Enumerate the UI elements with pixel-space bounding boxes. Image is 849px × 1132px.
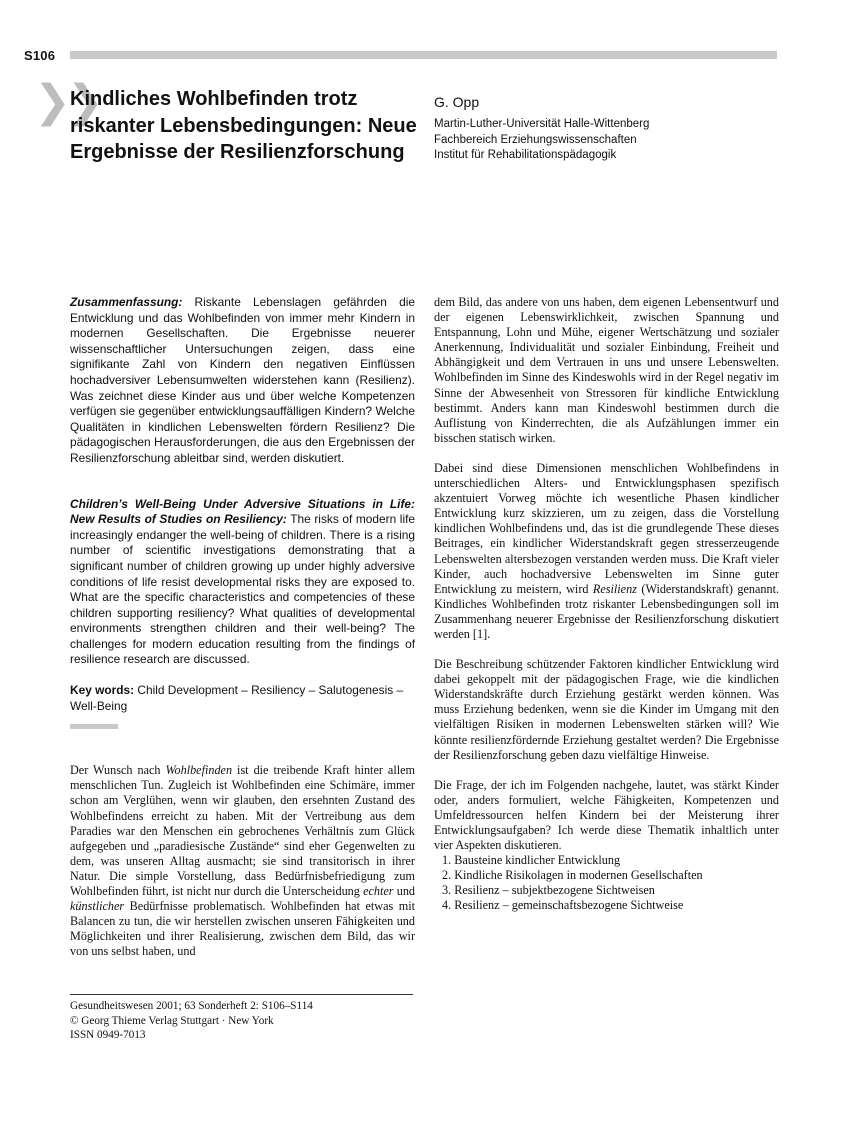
body-text: Der Wunsch nach — [70, 763, 166, 778]
aspect-list — [434, 853, 779, 913]
body-paragraph: dem Bild, das andere von uns haben, dem eigenen Lebensentwurf und der eigenen Lebenswirklichkeit, zwischen Spannung und Entspannung, Lohn und Mühe, eigener Wertschätzung und sozialer Anerkennung, Individualität und sozialer Einbindung, Freiheit und Abhängigkeit und dem Vertrauen in uns und unsere Lebenswelten. Wohlbefinden im Sinne des Kindeswohls wird in der Regel negativ im Sinne der Abwesenheit von Stressoren für kindliche Entwicklung bestimmt. Anders kann man Kindeswohl bestimmen durch die Auflistung von Kinderrechten, die als Aufzählungen immer ein bisschen statisch wirken. — [434, 295, 779, 445]
title-line: Kindliches Wohlbefinden trotz — [70, 88, 358, 110]
abstract-english-label: Children’s Well-Being Under Adversive Situations in Life: New Results of Studies on Resiliency: — [70, 496, 415, 527]
body-emphasis: Wohlbefinden — [165, 763, 233, 778]
body-paragraph — [70, 763, 415, 959]
body-text: und — [393, 884, 416, 898]
affiliation-line: Fachbereich Erziehungswissenschaften — [434, 133, 637, 146]
left-column — [70, 295, 415, 959]
list-item: 4. Resilienz – gemeinschaftsbezogene Sichtweise — [442, 898, 684, 913]
right-column — [434, 295, 779, 914]
body-paragraph — [434, 461, 779, 642]
header-rule — [70, 51, 777, 59]
title-marker-icon: ❯❯ — [34, 77, 100, 126]
body-emphasis: Resilienz — [592, 581, 637, 596]
body-text: Bedürfnisse problematisch. Wohlbefinden hat etwas mit Balancen zu tun, die wir herstellen zwischen unseren Fähigkeiten und Möglichkeiten und ihrer Realisierung, zwischen dem Bild, das wir von uns selbst haben, und — [70, 899, 415, 959]
article-title — [70, 86, 430, 166]
abstract-german — [70, 295, 415, 467]
title-line: riskanter Lebensbedingungen: Neue — [70, 114, 417, 137]
footer-rule — [70, 994, 413, 995]
keywords-label: Key words: — [70, 683, 135, 698]
footer-publisher: © Georg Thieme Verlag Stuttgart · New York — [70, 1014, 274, 1027]
abstract-english — [70, 497, 415, 669]
author-name: G. Opp — [434, 94, 480, 110]
page-number: S106 — [24, 48, 56, 63]
list-item: 2. Kindliche Risikolagen in modernen Gesellschaften — [442, 868, 703, 883]
body-paragraph: Die Beschreibung schützender Faktoren kindlicher Entwicklung wird dabei gekoppelt mit der pädagogischen Frage, wie die kindlichen Widerstandskräfte durch Erziehung gestärkt werden können. Was muss Erziehung bedenken, wenn sie die Kinder im Umgang mit den vielfältigen Risiken in modernen Lebenswelten stärken will? Wie könnte resilienzfördernde Erziehung gestaltet werden? Die Ergebnisse der Resilienzforschung geben dazu vielfältige Hinweise. — [434, 657, 779, 762]
abstract-german-text: Riskante Lebenslagen gefährden die Entwicklung und das Wohlbefinden von immer mehr Kindern in modernen Gesellschaften. Die Ergebnisse neuerer wissenschaftlicher Untersuchungen zeigen, dass eine signifikante Zahl von Kindern den negativen Einflüssen hochadversiver Lebensumwelten widerstehen kann (Resilienz). Was zeichnet diese Kinder aus und über welche Kompetenzen verfügen sie gegenüber entwicklungsauffälligen Kindern? Welche Qualitäten in kindlichen Lebenswelten fördern Resilienz? Die pädagogischen Herausforderungen, die aus den Ergebnissen der Resilienzforschung ableitbar sind, werden diskutiert. — [70, 295, 415, 465]
abstract-english-text: The risks of modern life increasingly endanger the well-being of children. There is a rising number of scientific investigations demonstrating that a significant number of children growing up under highly adversive conditions of life resist developmental risks they are exposed to. What are the specific characteristics and competencies of these children supporting resiliency? What qualities of developmental environments strengthen children and their well-being? The challenges for modern education resulting from the findings of resilience research are discussed. — [70, 512, 416, 667]
affiliation-line: Institut für Rehabilitationspädagogik — [434, 149, 617, 161]
abstract-german-label: Zusammenfassung: — [70, 295, 183, 309]
body-text: Dabei sind diese Dimensionen menschlichen Wohlbefindens in unterschiedlichen Alters- und Entwicklungsphasen spezifisch akzentuiert Vorweg möchte ich wesentliche Phasen kindlicher Entwicklung kurz skizzieren, um zu zeigen, dass die Vorstellung kindlichen Wohlbefindens und, das ist die grundlegende These dieses Beitrages, ein kindlicher Widerstandskraft gegen stresserzeugende Lebenswelten altersbezogen verstanden werden muss. Die Kraft vieler Kinder, auch hochadversive Lebenswelten im Sinne guter Entwicklung zu meistern, wird — [434, 460, 779, 596]
author-block — [434, 93, 649, 164]
body-emphasis: echter — [363, 884, 394, 898]
citation-footer — [70, 999, 313, 1043]
footer-journal: Gesundheitswesen 2001; 63 Sonderheft 2: S106–S114 — [70, 1000, 313, 1012]
list-item: 3. Resilienz – subjektbezogene Sichtweisen — [442, 883, 655, 898]
body-paragraph: Die Frage, der ich im Folgenden nachgehe, lautet, was stärkt Kinder oder, anders formuliert, welche Fähigkeiten, Kompetenzen und Umfeldressourcen helfen Kindern bei der Meisterung ihrer Entwicklungsaufgaben? Ich werde diese Thematik inhaltlich unter vier Aspekten diskutieren. — [434, 777, 779, 853]
body-text: ist die treibende Kraft hinter allem menschlichen Tun. Zugleich ist Wohlbefinden eine Schimäre, immer schon am Verglühen, wenn wir glauben, den ersehnten Zustand des Wohlbefindens erreicht zu haben. Mit der Vertreibung aus dem Paradies war den Menschen ein gebrochenes Verhältnis zum Glück aufgegeben und „paradiesische Zustände“ sind eher Gegenwelten zu dem, was unseren Alltag ausmacht; sie sind transitorisch in ihrer Natur. Die simple Vorstellung, dass Bedürfnisbefriedigung zum Wohlbefinden führt, ist nicht nur durch die Unterscheidung — [70, 763, 415, 898]
title-line: Ergebnisse der Resilienzforschung — [70, 141, 405, 163]
affiliation-line: Martin-Luther-Universität Halle-Wittenberg — [434, 118, 650, 130]
list-item: 1. Bausteine kindlicher Entwicklung — [442, 853, 621, 868]
keywords-text: Child Development – Resiliency – Salutogenesis – Well-Being — [70, 683, 404, 713]
body-text: (Widerstandskraft) genannt. Kindliches Wohlbefinden trotz riskanter Lebensbedingungen soll im Zusammenhang neuerer Ergebnisse der Resilienzforschung diskutiert werden [1]. — [434, 581, 780, 641]
body-emphasis: künstlicher — [70, 899, 125, 914]
footer-issn: ISSN 0949-7013 — [70, 1029, 146, 1041]
keywords — [70, 683, 415, 714]
